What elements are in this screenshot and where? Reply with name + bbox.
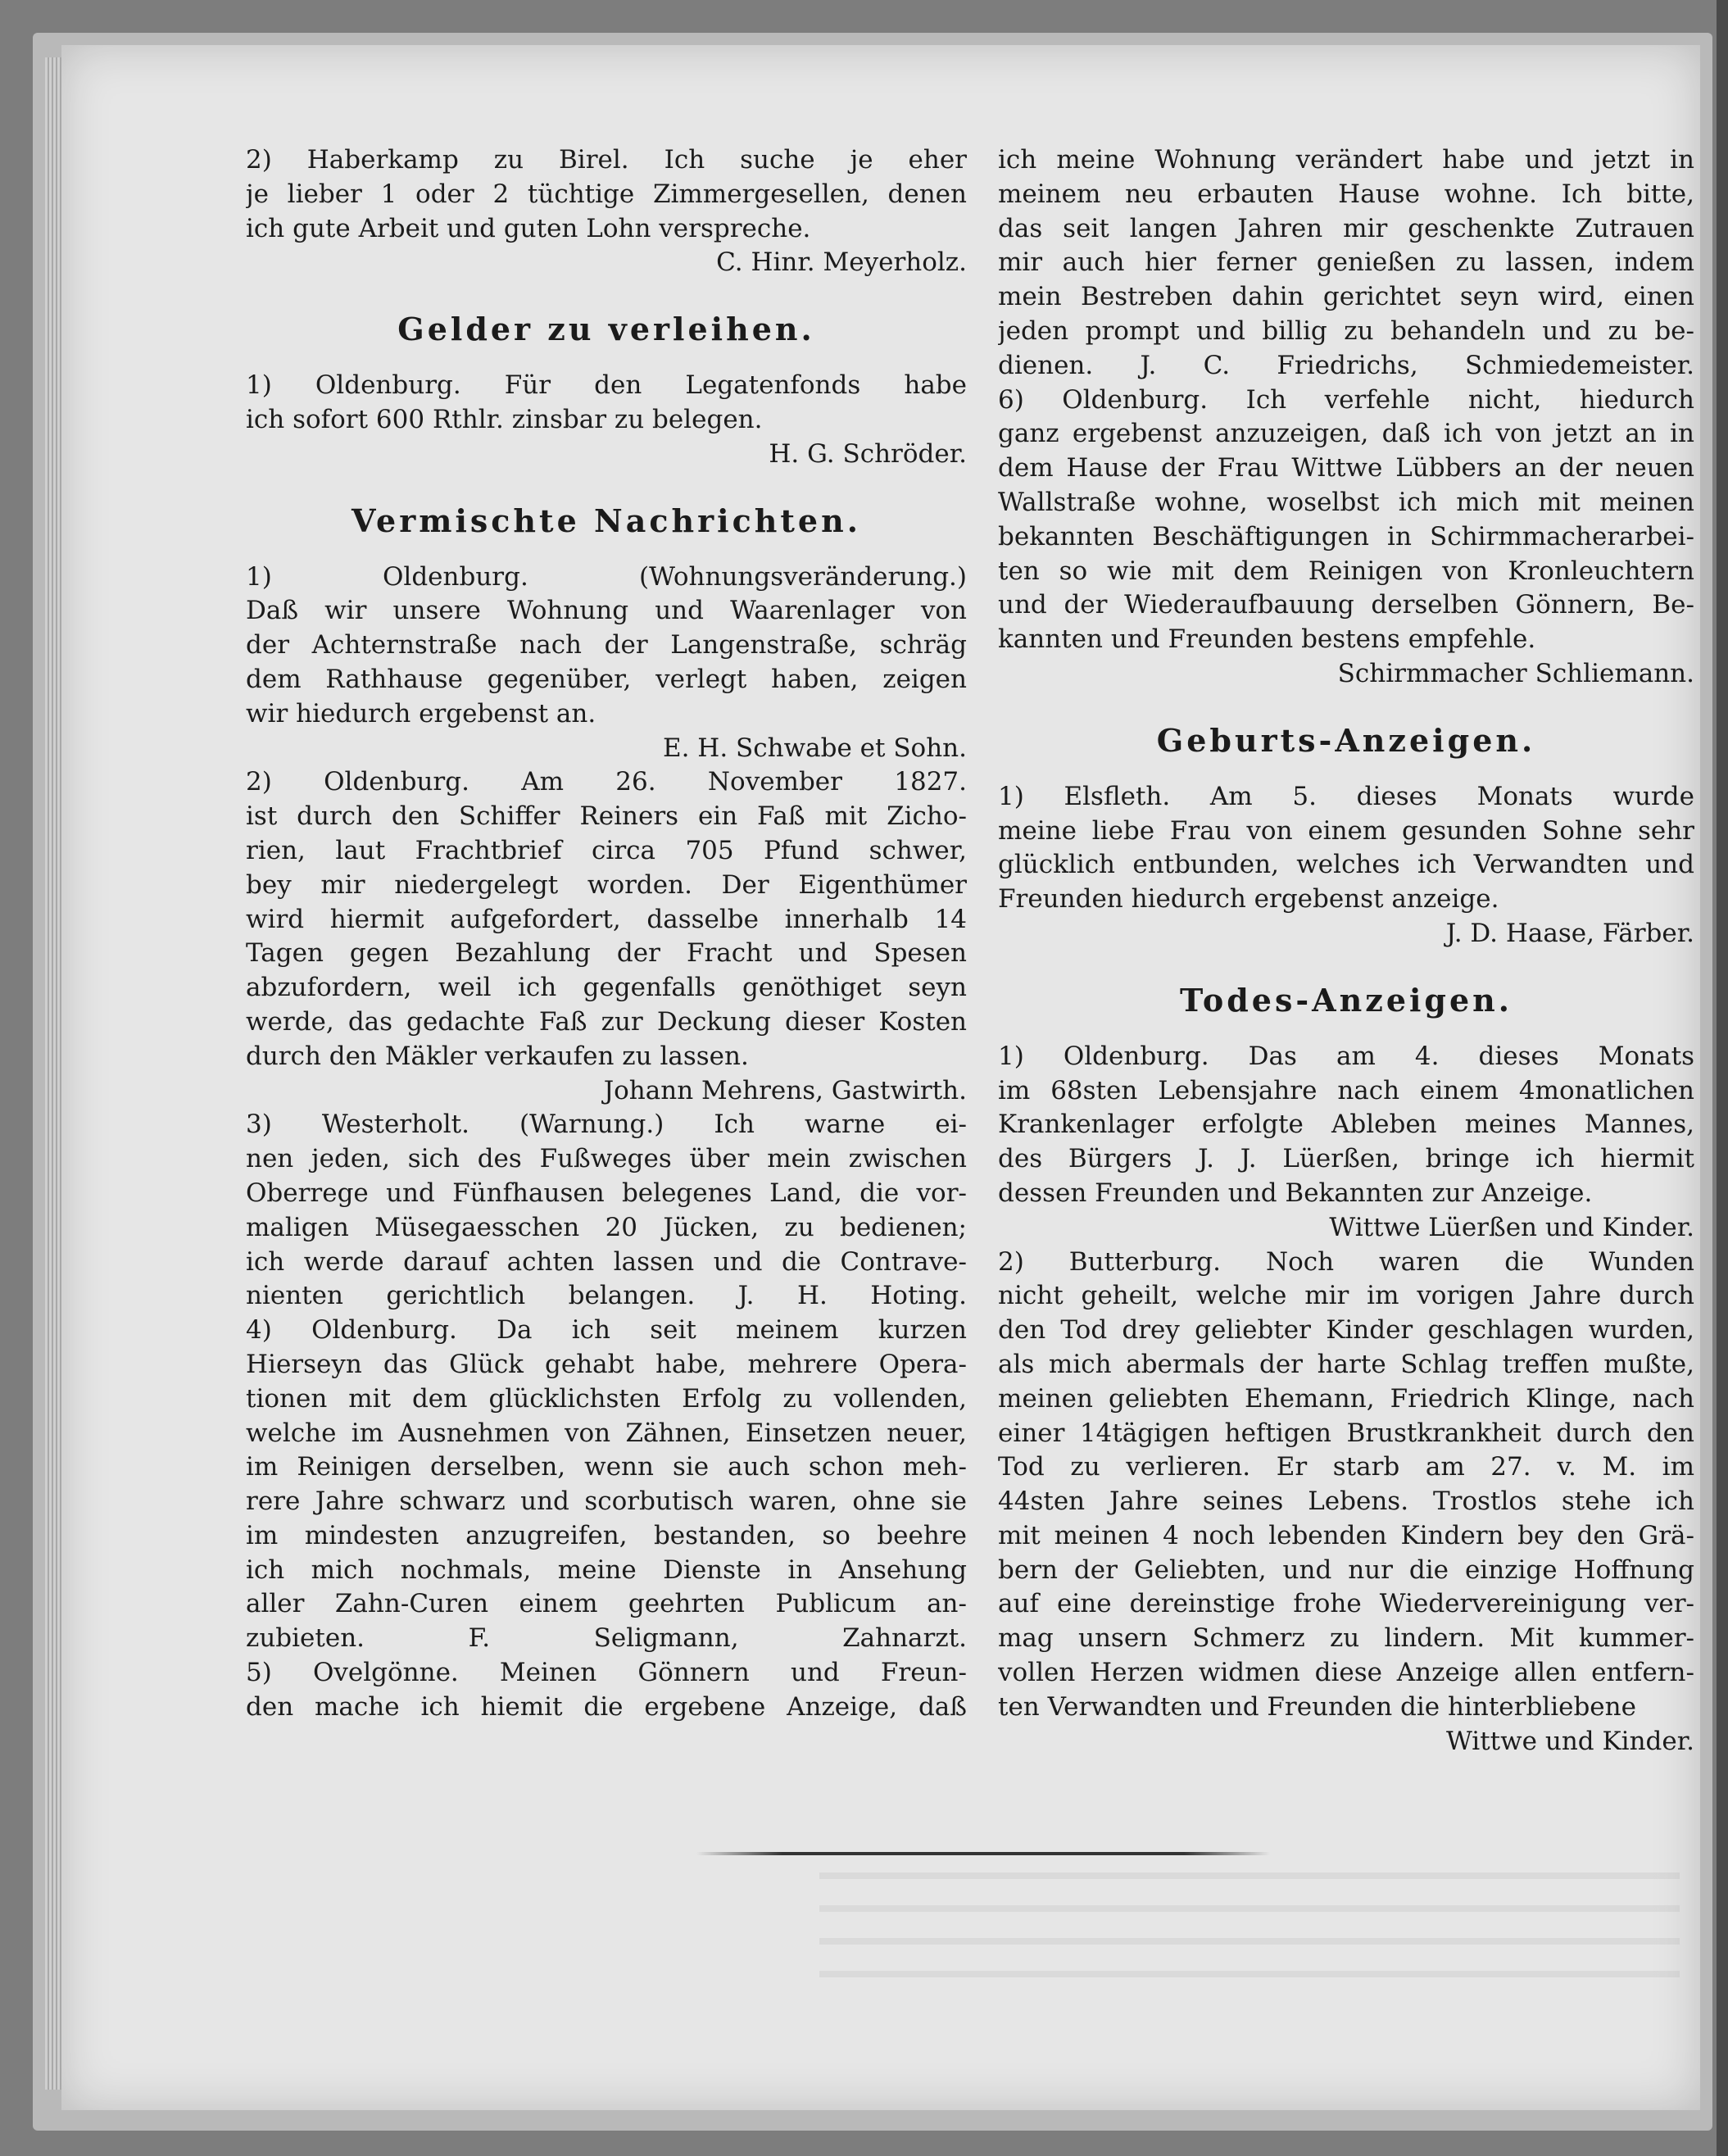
left-column — [246, 143, 967, 1725]
text-line: werde, das gedachte Faß zur Deckung dieser Kosten — [246, 1006, 967, 1037]
text-line: den mache ich hiemit die ergebene Anzeige, daß — [246, 1691, 967, 1722]
text-line: dem Rathhause gegenüber, verlegt haben, zeigen — [246, 664, 967, 694]
section-heading: Gelder zu verleihen. — [397, 311, 815, 348]
text-line: welche im Ausnehmen von Zähnen, Einsetzen neuer, — [246, 1418, 967, 1448]
text-line: bekannten Beschäftigungen in Schirmmacherarbei- — [998, 521, 1694, 551]
text-line: Krankenlager erfolgte Ableben meines Mannes, — [998, 1110, 1694, 1140]
signature: Wittwe Lüerßen und Kinder. — [1329, 1212, 1694, 1242]
text-line: mein Bestreben dahin gerichtet seyn wird, einen — [998, 282, 1694, 312]
text-line: 2) Haberkamp zu Birel. Ich suche je eher — [246, 145, 967, 175]
text-line: im mindesten anzugreifen, bestanden, so beehre — [246, 1520, 967, 1550]
section-heading: Vermischte Nachrichten. — [351, 502, 861, 539]
right-column — [998, 143, 1694, 1759]
text-line: 2) Butterburg. Noch waren die Wunden — [998, 1246, 1694, 1277]
text-line: ten Verwandten und Freunden die hinterbliebene — [998, 1691, 1636, 1722]
text-line: ist durch den Schiffer Reiners ein Faß mit Zicho- — [246, 801, 967, 832]
section-heading: Geburts-Anzeigen. — [1156, 721, 1536, 759]
text-line: 1) Oldenburg. Das am 4. dieses Monats — [998, 1041, 1694, 1071]
text-line: der Achternstraße nach der Langenstraße, schräg — [246, 630, 967, 660]
text-line: abzufordern, weil ich gegenfalls genöthiget seyn — [246, 973, 967, 1003]
text-line: kannten und Freunden bestens empfehle. — [998, 624, 1536, 655]
scan-margin — [1717, 0, 1728, 2156]
text-line: ganz ergebenst anzuzeigen, daß ich von jetzt an in — [998, 419, 1694, 449]
text-line: 5) Ovelgönne. Meinen Gönnern und Freun- — [246, 1658, 967, 1688]
text-line: tionen mit dem glücklichsten Erfolg zu vollenden, — [246, 1383, 967, 1414]
text-line: bey mir niedergelegt worden. Der Eigenthümer — [246, 869, 967, 900]
text-line: zubieten. F. Seligmann, Zahnarzt. — [246, 1623, 967, 1654]
text-line: glücklich entbunden, welches ich Verwandten und — [998, 850, 1694, 880]
text-line: einer 14tägigen heftigen Brustkrankheit durch den — [998, 1418, 1694, 1448]
text-line: aller Zahn-Curen einem geehrten Publicum an- — [246, 1589, 967, 1619]
text-line: mag unsern Schmerz zu lindern. Mit kummer- — [998, 1623, 1694, 1654]
text-line: rere Jahre schwarz und scorbutisch waren, ohne sie — [246, 1487, 967, 1517]
text-line: Wallstraße wohne, woselbst ich mich mit meinen — [998, 487, 1694, 517]
signature: H. G. Schröder. — [769, 438, 967, 469]
text-line: durch den Mäkler verkaufen zu lassen. — [246, 1041, 749, 1071]
text-line: mir auch hier ferner genießen zu lassen, indem — [998, 247, 1694, 278]
section-heading: Todes-Anzeigen. — [1179, 981, 1513, 1019]
signature: Wittwe und Kinder. — [1445, 1726, 1694, 1756]
text-line: im 68sten Lebensjahre nach einem 4monatlichen — [998, 1075, 1694, 1105]
text-line: als mich abermals der harte Schlag treffen mußte, — [998, 1349, 1694, 1379]
text-line: den Tod drey geliebter Kinder geschlagen wurden, — [998, 1315, 1694, 1346]
text-line: bern der Geliebten, und nur die einzige Hoffnung — [998, 1555, 1694, 1585]
text-line: Tod zu verlieren. Er starb am 27. v. M. im — [998, 1452, 1694, 1482]
text-line: 1) Oldenburg. Für den Legatenfonds habe — [246, 370, 967, 401]
text-line: ich werde darauf achten lassen und die Contrave- — [246, 1246, 967, 1277]
text-line: Hierseyn das Glück gehabt habe, mehrere Opera- — [246, 1349, 967, 1379]
text-line: rien, laut Frachtbrief circa 705 Pfund schwer, — [246, 835, 967, 865]
signature: E. H. Schwabe et Sohn. — [662, 733, 967, 763]
signature: Schirmmacher Schliemann. — [1337, 658, 1694, 688]
text-line: 1) Oldenburg. (Wohnungsveränderung.) — [246, 561, 967, 592]
text-line: im Reinigen derselben, wenn sie auch schon meh- — [246, 1452, 967, 1482]
text-line: dem Hause der Frau Wittwe Lübbers an der neuen — [998, 453, 1694, 483]
text-line: 4) Oldenburg. Da ich seit meinem kurzen — [246, 1315, 967, 1346]
text-line: jeden prompt und billig zu behandeln und zu be- — [998, 315, 1694, 346]
text-line: des Bürgers J. J. Lüerßen, bringe ich hiermit — [998, 1144, 1694, 1174]
text-line: je lieber 1 oder 2 tüchtige Zimmergesellen, denen — [246, 179, 967, 209]
text-line: meine liebe Frau von einem gesunden Sohne sehr — [998, 815, 1694, 846]
text-line: 44sten Jahre seines Lebens. Trostlos stehe ich — [998, 1487, 1694, 1517]
text-line: mit meinen 4 noch lebenden Kindern bey den Grä- — [998, 1520, 1694, 1550]
text-line: ich meine Wohnung verändert habe und jetzt in — [998, 145, 1694, 175]
text-line: 2) Oldenburg. Am 26. November 1827. — [246, 767, 967, 797]
text-line: ten so wie mit dem Reinigen von Kronleuchtern — [998, 556, 1694, 586]
text-line: Daß wir unsere Wohnung und Waarenlager von — [246, 596, 967, 626]
text-line: 3) Westerholt. (Warnung.) Ich warne ei- — [246, 1110, 967, 1140]
text-line: ich mich nochmals, meine Dienste in Ansehung — [246, 1555, 967, 1585]
text-line: das seit langen Jahren mir geschenkte Zutrauen — [998, 213, 1694, 243]
show-through — [819, 1872, 1680, 1987]
section-rule — [696, 1852, 1270, 1855]
text-line: Tagen gegen Bezahlung der Fracht und Spesen — [246, 938, 967, 969]
text-line: meinem neu erbauten Hause wohne. Ich bitte, — [998, 179, 1694, 209]
text-line: meinen geliebten Ehemann, Friedrich Klinge, nach — [998, 1383, 1694, 1414]
text-line: 6) Oldenburg. Ich verfehle nicht, hiedurch — [998, 384, 1694, 415]
text-line: ich sofort 600 Rthlr. zinsbar zu belegen. — [246, 404, 763, 434]
text-line: dessen Freunden und Bekannten zur Anzeige. — [998, 1178, 1593, 1208]
text-line: vollen Herzen widmen diese Anzeige allen entfern- — [998, 1658, 1694, 1688]
text-line: und der Wiederaufbauung derselben Gönnern, Be- — [998, 590, 1694, 620]
text-line: Freunden hiedurch ergebenst anzeige. — [998, 884, 1499, 915]
text-line: wird hiermit aufgefordert, dasselbe innerhalb 14 — [246, 904, 967, 934]
signature: C. Hinr. Meyerholz. — [716, 247, 967, 278]
text-line: ich gute Arbeit und guten Lohn verspreche. — [246, 213, 811, 243]
text-line: wir hiedurch ergebenst an. — [246, 698, 596, 729]
text-line: nicht geheilt, welche mir im vorigen Jahre durch — [998, 1281, 1694, 1311]
text-line: dienen. J. C. Friedrichs, Schmiedemeister. — [998, 350, 1694, 380]
signature: Johann Mehrens, Gastwirth. — [603, 1075, 967, 1105]
text-line: maligen Müsegaesschen 20 Jücken, zu bedienen; — [246, 1212, 967, 1242]
signature: J. D. Haase, Färber. — [1445, 918, 1694, 948]
text-line: nen jeden, sich des Fußweges über mein zwischen — [246, 1144, 967, 1174]
text-line: 1) Elsfleth. Am 5. dieses Monats wurde — [998, 781, 1694, 811]
text-line: nienten gerichtlich belangen. J. H. Hoting. — [246, 1281, 967, 1311]
text-line: Oberrege und Fünfhausen belegenes Land, die vor- — [246, 1178, 967, 1208]
text-line: auf eine dereinstige frohe Wiedervereinigung ver- — [998, 1589, 1694, 1619]
